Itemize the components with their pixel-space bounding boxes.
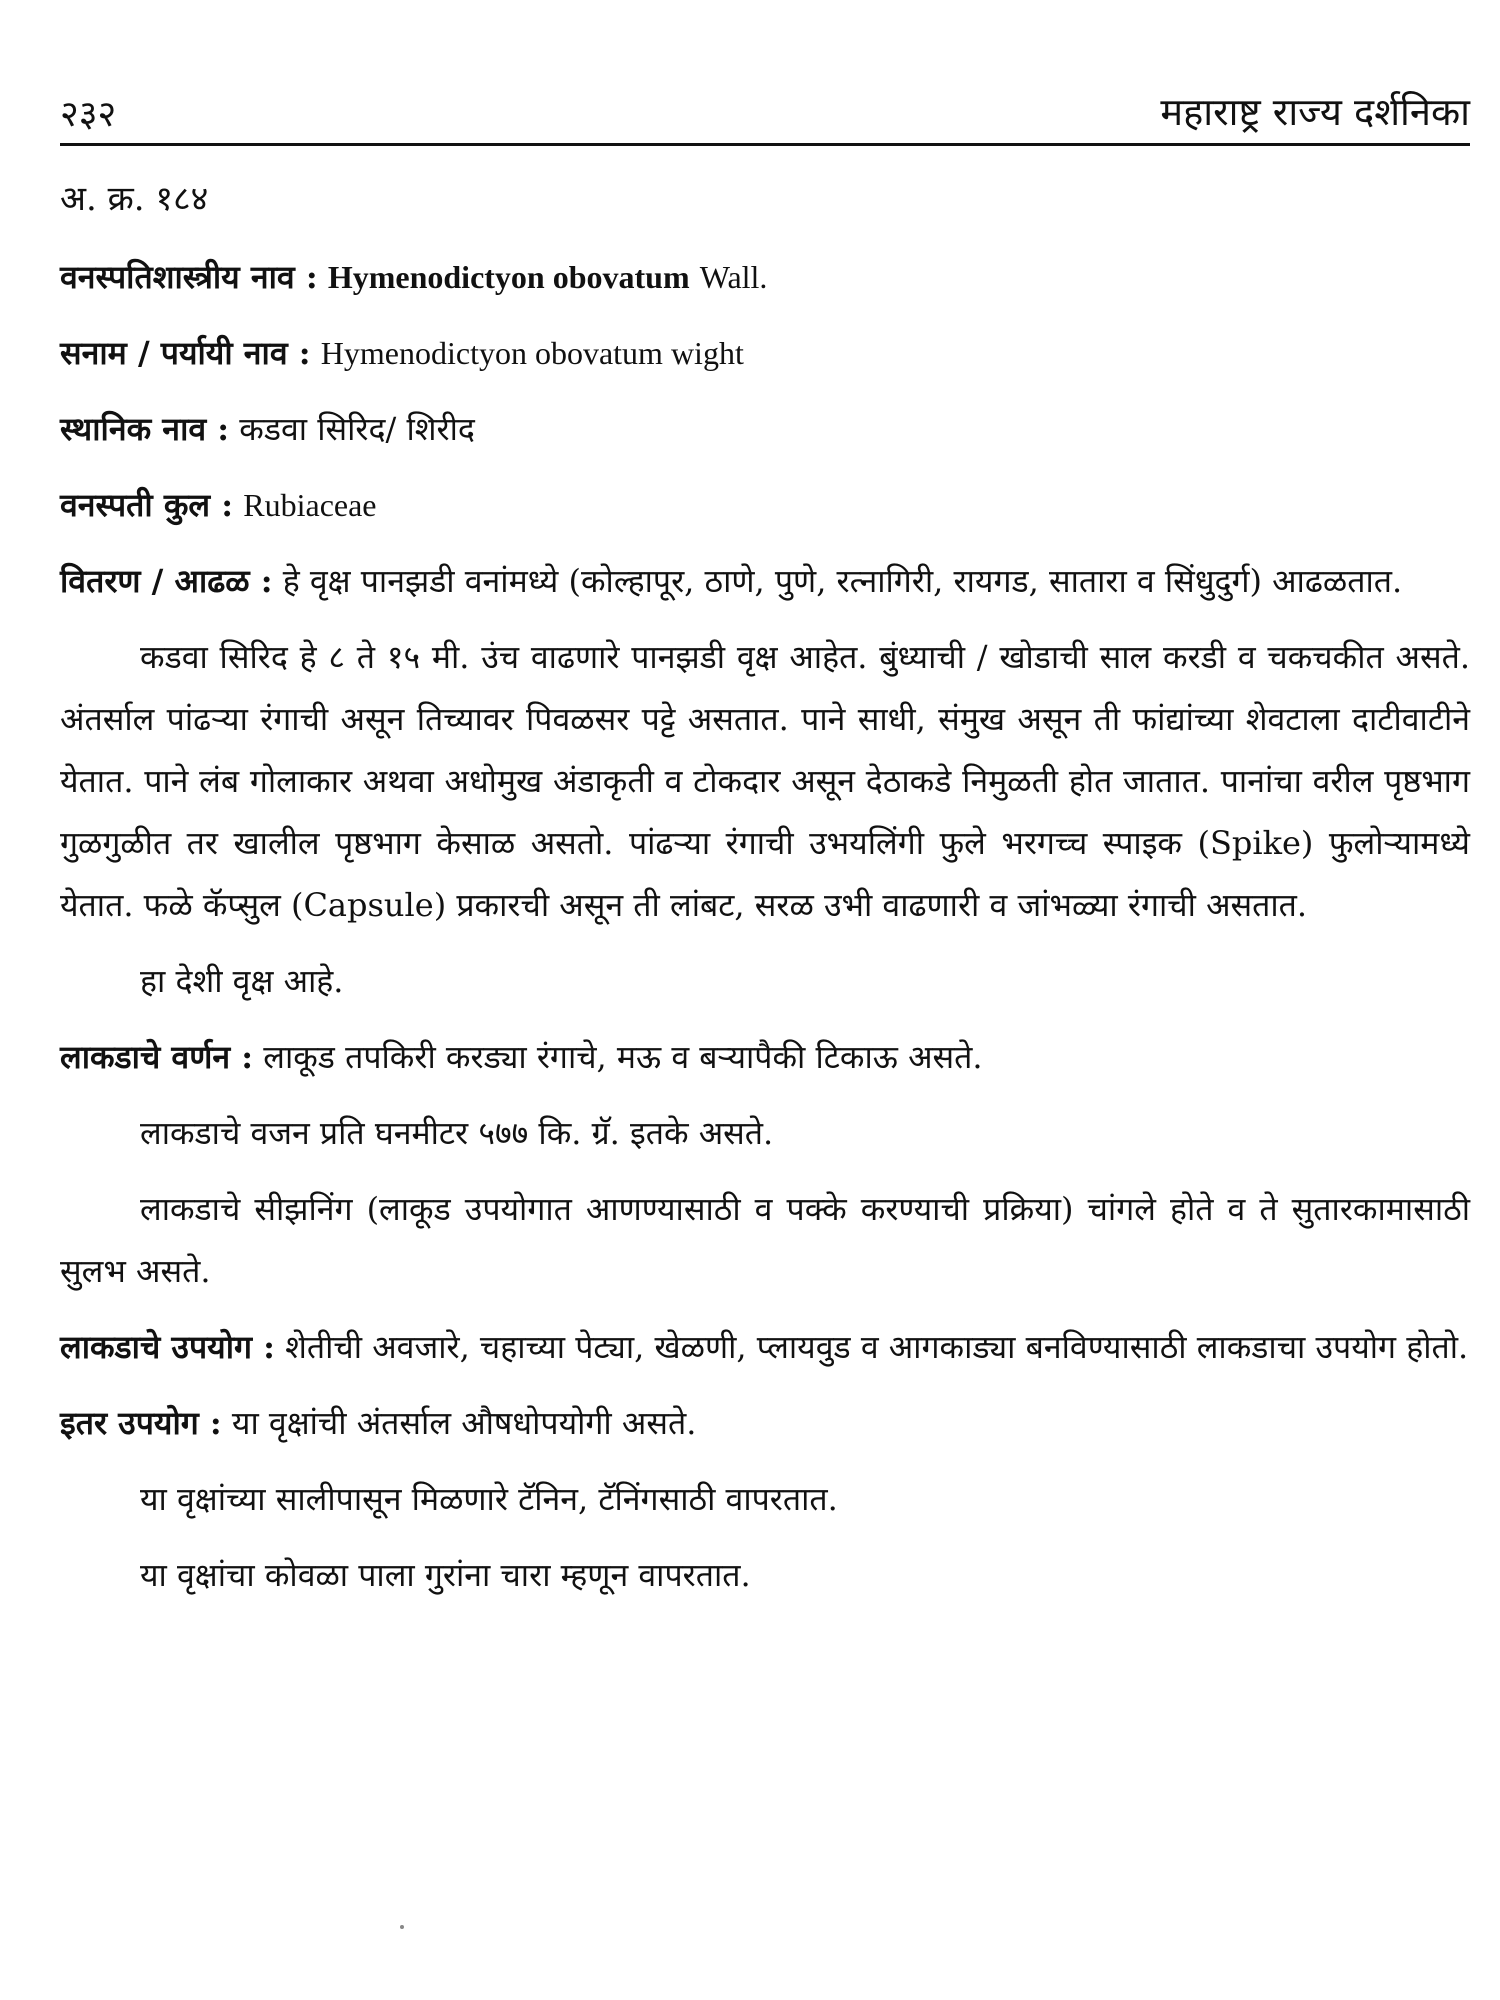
distribution-value: हे वृक्ष पानझडी वनांमध्ये (कोल्हापूर, ठाणे, पुणे, रत्नागिरी, रायगड, सातारा व सिंधुदुर्ग) आढळतात. <box>282 562 1403 600</box>
tannin-use: या वृक्षांच्या सालीपासून मिळणारे टॅनिन, टॅनिंगसाठी वापरतात. <box>140 1480 838 1518</box>
synonym-row <box>60 322 1470 384</box>
wood-description-row <box>60 1026 1470 1088</box>
distribution-label: वितरण / आढळ : <box>60 562 273 600</box>
botanical-name-label: वनस्पतिशास्त्रीय नाव : <box>60 258 318 296</box>
local-name-row <box>60 398 1470 460</box>
wood-weight: लाकडाचे वजन प्रति घनमीटर ५७७ कि. ग्रॅ. इतके असते. <box>140 1114 774 1152</box>
other-uses-label: इतर उपयोग : <box>60 1404 222 1442</box>
page-number: २३२ <box>60 94 117 135</box>
wood-uses-label: लाकडाचे उपयोग : <box>60 1328 275 1366</box>
wood-description-value: लाकूड तपकिरी करड्या रंगाचे, मऊ व बऱ्यापैकी टिकाऊ असते. <box>263 1038 983 1076</box>
scan-speck <box>400 1925 404 1929</box>
distribution-row <box>60 550 1470 612</box>
fodder-use: या वृक्षांचा कोवळा पाला गुरांना चारा म्हणून वापरतात. <box>140 1556 751 1594</box>
synonym-label: सनाम / पर्यायी नाव : <box>60 334 311 372</box>
botanical-name: Hymenodictyon obovatum <box>327 259 690 295</box>
family-value: Rubiaceae <box>243 487 377 523</box>
serial-number: अ. क्र. १८४ <box>60 179 209 219</box>
document-page <box>60 85 1470 1620</box>
other-uses-value: या वृक्षांची अंतर्साल औषधोपयोगी असते. <box>231 1404 697 1442</box>
wood-description-label: लाकडाचे वर्णन : <box>60 1038 254 1076</box>
synonym-value: Hymenodictyon obovatum wight <box>320 335 744 371</box>
family-row <box>60 474 1470 536</box>
wood-seasoning: लाकडाचे सीझनिंग (लाकूड उपयोगात आणण्यासाठी व पक्के करण्याची प्रक्रिया) चांगले होते व ते सुतारकामासाठी सुलभ असते. <box>60 1190 1470 1290</box>
other-uses-row <box>60 1392 1470 1454</box>
wood-uses-row <box>60 1316 1470 1378</box>
description-paragraph: कडवा सिरिद हे ८ ते १५ मी. उंच वाढणारे पानझडी वृक्ष आहेत. बुंध्याची / खोडाची साल करडी व चकचकीत असते. अंतर्साल पांढऱ्या रंगाची असून तिच्यावर पिवळसर पट्टे असतात. पाने साधी, संमुख असून ती फांद्यांच्या शेवटाला दाटीवाटीने येतात. पाने लंब गोलाकार अथवा अधोमुख अंडाकृती व टोकदार असून देठाकडे निमुळती होत जातात. पानांचा वरील पृष्ठभाग गुळगुळीत तर खालील पृष्ठभाग केसाळ असतो. पांढऱ्या रंगाची उभयलिंगी फुले भरगच्च स्पाइक (Spike) फुलोऱ्यामध्ये येतात. फळे कॅप्सुल (Capsule) प्रकारची असून ती लांबट, सरळ उभी वाढणारी व जांभळ्या रंगाची असतात. <box>60 638 1470 924</box>
page-header <box>60 85 1470 146</box>
family-label: वनस्पती कुल : <box>60 486 234 524</box>
running-title: महाराष्ट्र राज्य दर्शनिका <box>1160 90 1470 134</box>
native-note: हा देशी वृक्ष आहे. <box>140 962 344 1000</box>
wood-uses-value: शेतीची अवजारे, चहाच्या पेट्या, खेळणी, प्लायवुड व आगकाड्या बनविण्यासाठी लाकडाचा उपयोग होतो. <box>285 1328 1469 1366</box>
botanical-author: Wall. <box>699 259 768 295</box>
local-name-value: कडवा सिरिद/ शिरीद <box>239 410 475 448</box>
local-name-label: स्थानिक नाव : <box>60 410 230 448</box>
botanical-name-row <box>60 246 1470 308</box>
